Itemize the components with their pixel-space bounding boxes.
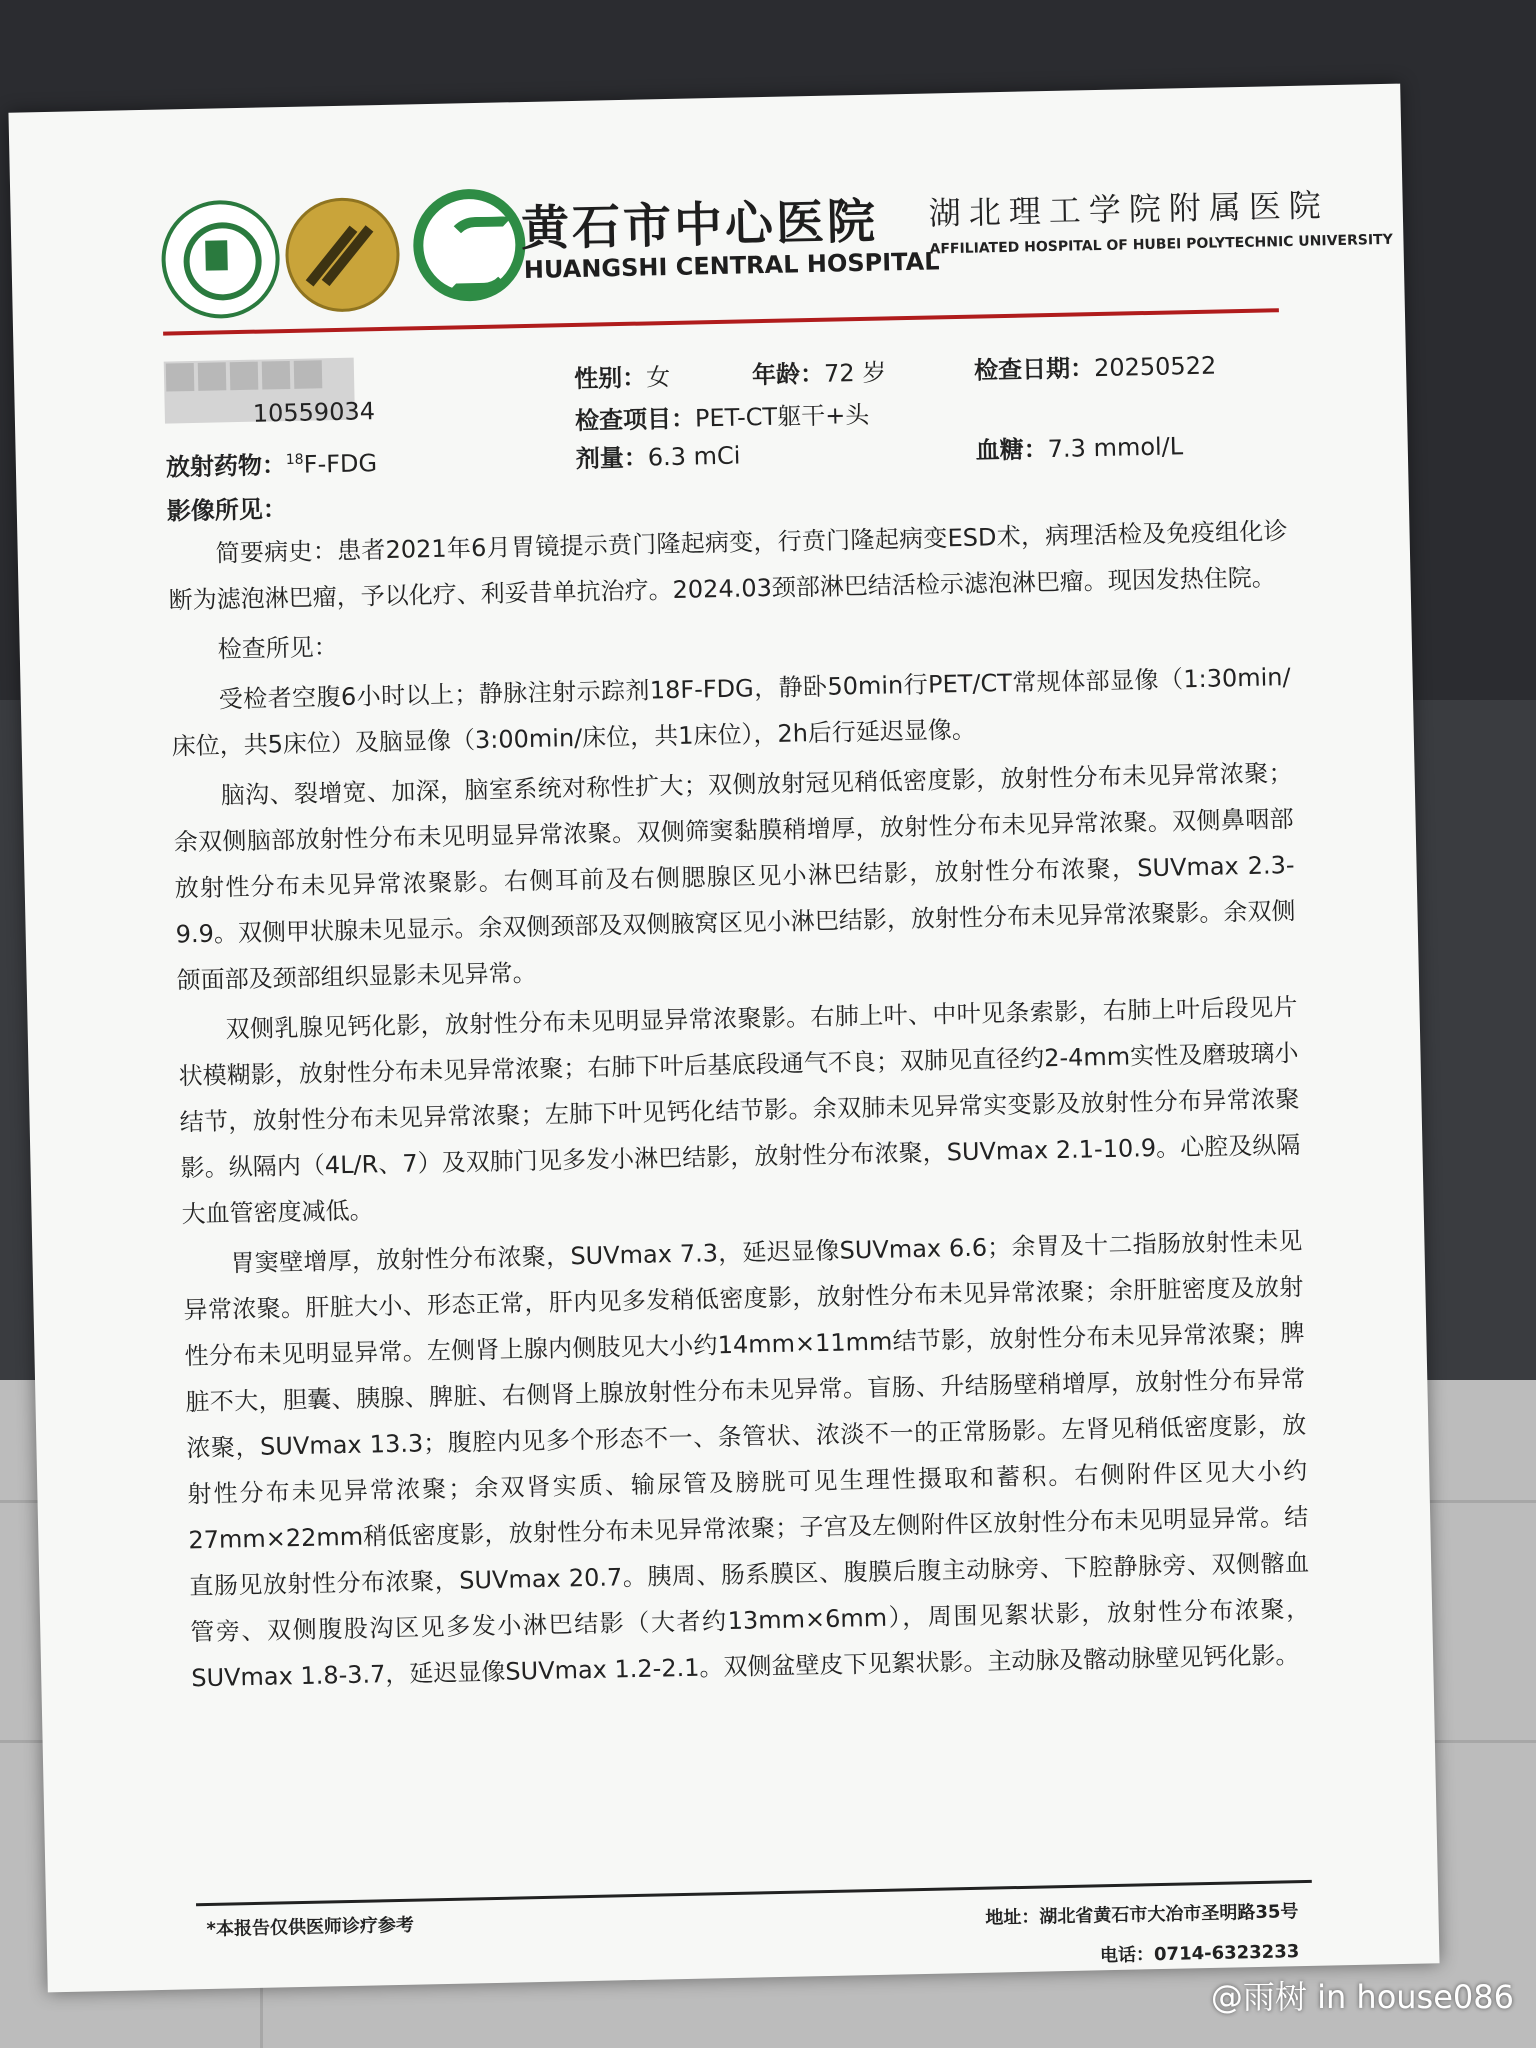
- dose: 剂量：6.3 mCi: [575, 441, 741, 473]
- findings-paragraph-3: 双侧乳腺见钙化影，放射性分布未见明显异常浓聚影。右肺上叶、中叶见条索影，右肺上叶后段见片状模糊影，放射性分布未见异常浓聚；右肺下叶后基底段通气不良；双肺见直径约2-4mm实性及磨玻璃小结节，放射性分布未见异常浓聚；左肺下叶见钙化结节影。余双肺未见异常实变影及放射性分布异常浓聚影。纵隔内（4L/R、7）及双肺门见多发小淋巴结影，放射性分布浓聚，SUVmax 2.1-10.9。心腔及纵隔大血管密度减低。: [178, 992, 1301, 1229]
- footer-phone: 电话：0714-6323233: [1099, 1941, 1300, 1967]
- history-paragraph: 简要病史：患者2021年6月胃镜提示贲门隆起病变，行贲门隆起病变ESD术，病理活检及免疫组化诊断为滤泡淋巴瘤，予以化疗、利妥昔单抗治疗。2024.03颈部淋巴结活检示滤泡淋巴瘤。现因发热住院。: [168, 517, 1288, 615]
- exam-date: 检查日期：20250522: [973, 351, 1217, 385]
- university-seal-icon: [160, 199, 280, 319]
- logo-group: [160, 202, 163, 322]
- watermark: @雨树 in house086: [1210, 1978, 1514, 2016]
- medical-report-sheet: [8, 84, 1439, 1993]
- affiliation-en: AFFILIATED HOSPITAL OF HUBEI POLYTECHNIC UNIVERSITY: [929, 231, 1393, 258]
- accreditation-seal-icon: [284, 197, 400, 313]
- footer-address: 地址：湖北省黄石市大冶市圣明路35号: [985, 1901, 1299, 1929]
- exam-heading: 检查所见：: [217, 633, 339, 664]
- hospital-name-cn: 黄石市中心医院: [520, 193, 879, 258]
- footer-note: *本报告仅供医师诊疗参考: [206, 1914, 415, 1941]
- findings-title: 影像所见：: [166, 495, 288, 526]
- findings-paragraph-4: 胃窦壁增厚，放射性分布浓聚，SUVmax 7.3，延迟显像SUVmax 6.6；余胃及十二指肠放射性未见异常浓聚。肝脏大小、形态正常，肝内见多发稍低密度影，放射性分布未见异常浓聚；余肝脏密度及放射性分布未见明显异常。左侧肾上腺内侧肢见大小约14mm×11mm结节影，放射性分布未见异常浓聚；脾脏不大，胆囊、胰腺、脾脏、右侧肾上腺放射性分布未见异常。盲肠、升结肠壁稍增厚，放射性分布异常浓聚，SUVmax 13.3；腹腔内见多个形态不一、条管状、浓淡不一的正常肠影。左肾见稍低密度影，放射性分布未见异常浓聚；余双肾实质、输尿管及膀胱可见生理性摄取和蓄积。右侧附件区见大小约27mm×22mm稍低密度影，放射性分布未见异常浓聚；子宫及左侧附件区放射性分布未见明显异常。结直肠见放射性分布浓聚，SUVmax 20.7。胰周、肠系膜区、腹膜后腹主动脉旁、下腔静脉旁、双侧髂血管旁、双侧腹股沟区见多发小淋巴结影（大者约13mm×6mm），周围见絮状影，放射性分布浓聚，SUVmax 1.8-3.7，延迟显像SUVmax 1.2-2.1。双侧盆壁皮下见絮状影。主动脉及髂动脉壁见钙化影。: [183, 1226, 1311, 1693]
- findings-paragraph-1: 受检者空腹6小时以上；静脉注射示踪剂18F-FDG，静卧50min行PET/CT常规体部显像（1:30min/床位，共5床位）及脑显像（3:00min/床位，共1床位），2h后行延迟显像。: [171, 663, 1291, 761]
- header-divider: [163, 308, 1279, 335]
- patient-id: 10559034: [252, 397, 376, 428]
- affiliation-cn: 湖北理工学院附属医院: [928, 186, 1330, 233]
- hospital-name-en: HUANGSHI CENTRAL HOSPITAL: [523, 247, 940, 285]
- findings-body: [167, 508, 1311, 1705]
- footer-contact: [985, 1892, 1300, 1979]
- findings-paragraph-2: 脑沟、裂增宽、加深，脑室系统对称性扩大；双侧放射冠见稍低密度影，放射性分布未见异常浓聚；余双侧脑部放射性分布未见明显异常浓聚。双侧筛窦黏膜稍增厚，放射性分布未见异常浓聚。双侧鼻咽部放射性分布未见异常浓聚影。右侧耳前及右侧腮腺区见小淋巴结影，放射性分布浓聚，SUVmax 2.3-9.9。双侧甲状腺未见显示。余双侧颈部及双侧腋窝区见小淋巴结影，放射性分布未见异常浓聚影。余双侧颌面部及颈部组织显影未见异常。: [173, 759, 1296, 995]
- patient-age: 年龄：72 岁: [751, 358, 887, 390]
- radiopharmaceutical: 放射药物：$^{18}$F-FDG: [165, 449, 378, 482]
- hospital-logo-icon: [412, 188, 526, 302]
- patient-sex: 性别：女: [573, 362, 671, 393]
- exam-item: 检查项目：PET-CT躯干+头: [574, 400, 870, 435]
- blood-glucose: 血糖：7.3 mmol/L: [975, 432, 1184, 465]
